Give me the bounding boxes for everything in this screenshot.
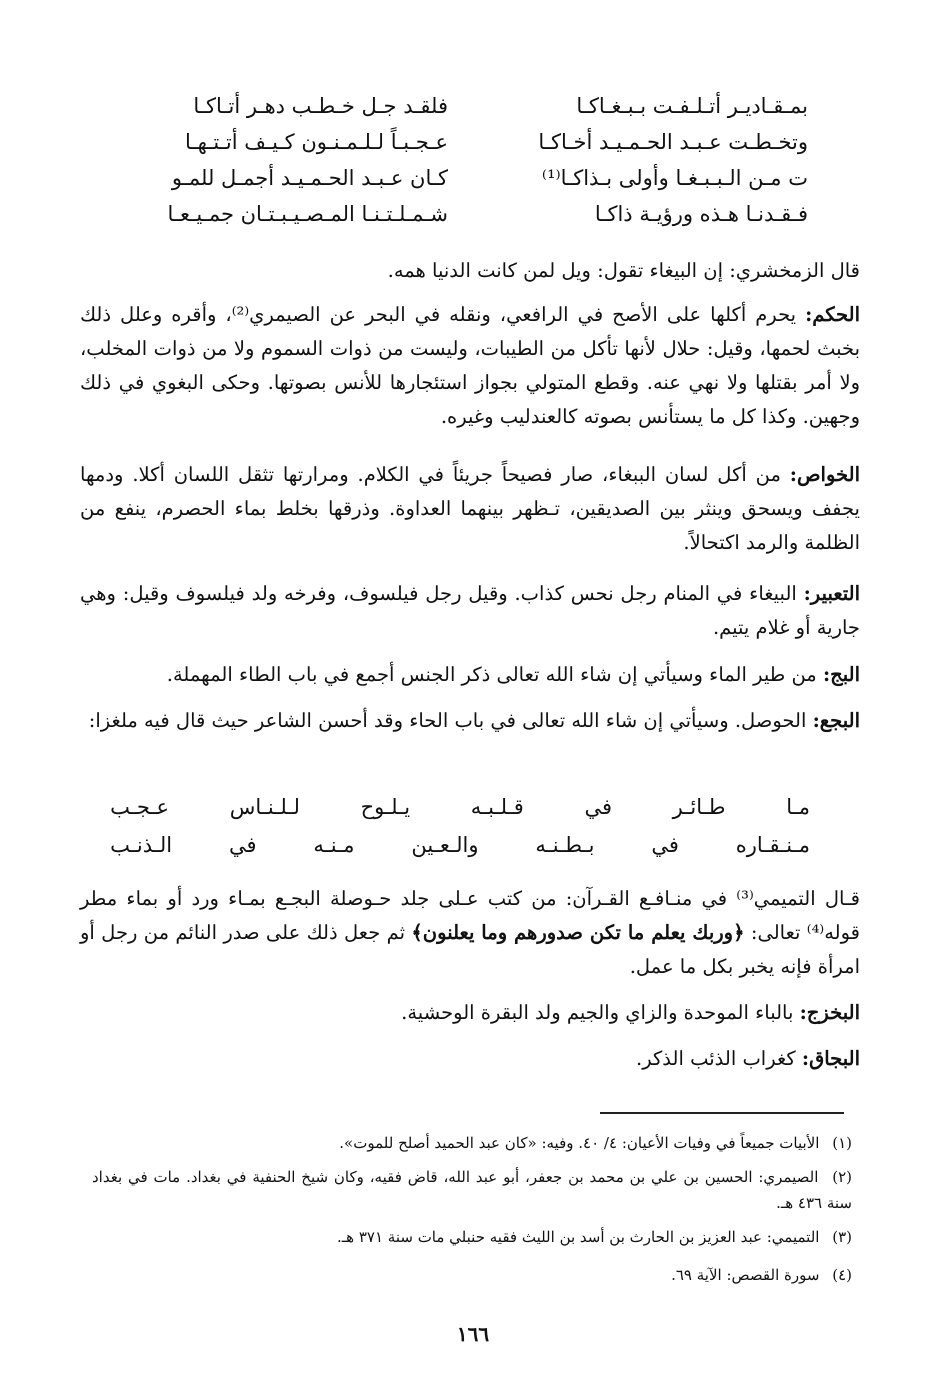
- tamimi-text-before: قـال التميمي⁽³⁾ في منـافـع القـرآن: من كتب عـلى جلد حـوصلة البجـع بمـاء ورد أو بماء مطر قوله⁽⁴⁾ تعالى:: [80, 887, 860, 944]
- properties-label: الخواص:: [789, 463, 860, 486]
- riddle-word: في: [228, 833, 257, 857]
- riddle-word: بـطـنـه: [535, 833, 595, 857]
- footnote-number: (٤): [832, 1266, 852, 1284]
- footnote-text: التميمي: عبد العزيز بن الحارث بن أسد بن الليث فقيه حنبلي مات سنة ٣٧١ هـ.: [337, 1228, 820, 1246]
- riddle-line: [110, 788, 810, 826]
- footnote: [92, 1262, 852, 1288]
- riddle-line: [110, 826, 810, 864]
- dream-paragraph: [80, 577, 860, 645]
- verse-line: فلقـد جـل خـطـب دهـر أتـاكـا: [193, 94, 448, 118]
- riddle-word: مـنـه: [313, 833, 355, 857]
- riddle-word: طـائـر: [672, 795, 726, 819]
- bakhzaj-text: بالباء الموحدة والزاي والجيم ولد البقرة الوحشية.: [401, 1001, 794, 1024]
- footnote-text: الأبيات جميعاً في وفيات الأعيان: ٤/ ٤٠. وفيه: «كان عبد الحميد أصلح للموت».: [339, 1134, 820, 1152]
- riddle-word: مـا: [786, 795, 810, 819]
- riddle-word: في: [584, 795, 613, 819]
- pelican-text: الحوصل. وسيأتي إن شاء الله تعالى في باب الحاء وقد أحسن الشاعر حيث قال فيه ملغزا:: [88, 709, 807, 732]
- bajaq-paragraph: [80, 1042, 860, 1076]
- bajj-text: من طير الماء وسيأتي إن شاء الله تعالى ذكر الجنس أجمع في باب الطاء المهملة.: [166, 663, 817, 686]
- tamimi-text-after: ثم جعل ذلك على صدر النائم من رجل أو امرأة فإنه يخبر بكل ما عمل.: [80, 921, 860, 978]
- footnote-text: سورة القصص: الآية ٦٩.: [671, 1266, 820, 1284]
- ruling-label: الحكم:: [805, 303, 860, 326]
- riddle-word: قـلـبـه: [470, 795, 524, 819]
- dream-text: البيغاء في المنام رجل نحس كذاب. وقيل رجل فيلسوف، وفرخه ولد فيلسوف وقيل: وهي جارية أو غلام يتيم.: [80, 582, 860, 639]
- verse-line: فـقـدنـا هـذه ورؤيـة ذاكـا: [594, 202, 808, 226]
- verse-line: بمـقـاديـر أتـلـفـت بـبـغـاكـا: [576, 94, 808, 118]
- footnote-number: (١): [832, 1134, 852, 1152]
- footnote-number: (٢): [832, 1168, 852, 1186]
- bakhzaj-paragraph: [80, 996, 860, 1030]
- riddle-word: لـلـنـاس: [229, 795, 300, 819]
- footnote: [92, 1164, 852, 1216]
- page-number: ١٦٦: [456, 1322, 490, 1346]
- ruling-text: يحرم أكلها على الأصح في الرافعي، ونقله في البحر عن الصيمري⁽²⁾، وأقره وعلل ذلك بخبث لحمها، وقيل: حلال لأنها تأكل من الطيبات، وليست من ذوات السموم ولا من ذوات المخلب، ولا أمر بقتلها ولا نهي عنه. وقطع المتولي بجواز استئجارها للأنس بصوتها. وحكى البغوي في ذلك وجهين. وكذا كل ما يستأنس بصوته كالعندليب وغيره.: [80, 303, 860, 428]
- footnote: [92, 1130, 852, 1156]
- verse-line: وتخـطـت عـبـد الحـمـيـد أخـاكـا: [538, 130, 808, 154]
- riddle-word: الـذنـب: [110, 833, 173, 857]
- riddle-word: عـجـب: [110, 795, 170, 819]
- riddle-poem: [110, 788, 810, 864]
- bajaq-label: البجاق:: [801, 1047, 860, 1070]
- poem-left-hemistichs: [488, 88, 808, 232]
- bajj-paragraph: [80, 658, 860, 692]
- verse-line: شـمـلـتـنـا المـصـيـبـتـان جمـيـعـا: [167, 202, 448, 226]
- riddle-word: مـنـقـاره: [735, 833, 810, 857]
- pelican-paragraph: [80, 704, 860, 738]
- bajj-label: البج:: [822, 663, 860, 686]
- ruling-paragraph: [80, 298, 860, 434]
- poem-right-hemistichs: [118, 88, 448, 232]
- footnote-divider: [600, 1112, 844, 1114]
- tamimi-paragraph: [80, 882, 860, 984]
- riddle-word: يـلـوح: [360, 795, 411, 819]
- footnote: [92, 1224, 852, 1250]
- zamakhshari-paragraph: قال الزمخشري: إن البيغاء تقول: ويل لمن كانت الدنيا همه.: [387, 259, 860, 282]
- dream-label: التعبير:: [803, 582, 860, 605]
- bajaq-text: كغراب الذئب الذكر.: [636, 1047, 796, 1070]
- verse-line: كـان عـبـد الحـمـيـد أجمـل للمـو: [171, 166, 448, 190]
- properties-paragraph: [80, 458, 860, 560]
- footnote-text: الصيمري: الحسين بن علي بن محمد بن جعفر، أبو عبد الله، قاض فقيه، وكان شيخ الحنفية في بغداد. مات في بغداد سنة ٤٣٦ هـ.: [92, 1168, 852, 1212]
- verse-line: عـجـبـاً لـلـمـنـون كـيـف أتـتـهـا: [185, 130, 448, 154]
- pelican-label: البجع:: [812, 709, 860, 732]
- riddle-word: في: [651, 833, 679, 857]
- quran-quote: ﴿وربك يعلم ما تكن صدورهم وما يعلنون﴾: [411, 921, 745, 944]
- verse-line: ت مـن الـبـبـغـا وأولى بـذاكـا⁽¹⁾: [541, 166, 808, 190]
- riddle-word: والـعـين: [411, 833, 479, 857]
- footnote-number: (٣): [832, 1228, 852, 1246]
- properties-text: من أكل لسان الببغاء، صار فصيحاً جريئاً في الكلام. ومرارتها تثقل اللسان أكلا. ودمها يجفف ويسحق وينثر بين الصديقين، تـظهر بينهما العداوة. وذرقها بخلط بماء الحصرم، ينفع من الظلمة والرمد اكتحالاً.: [80, 463, 860, 554]
- bakhzaj-label: البخزج:: [799, 1001, 860, 1024]
